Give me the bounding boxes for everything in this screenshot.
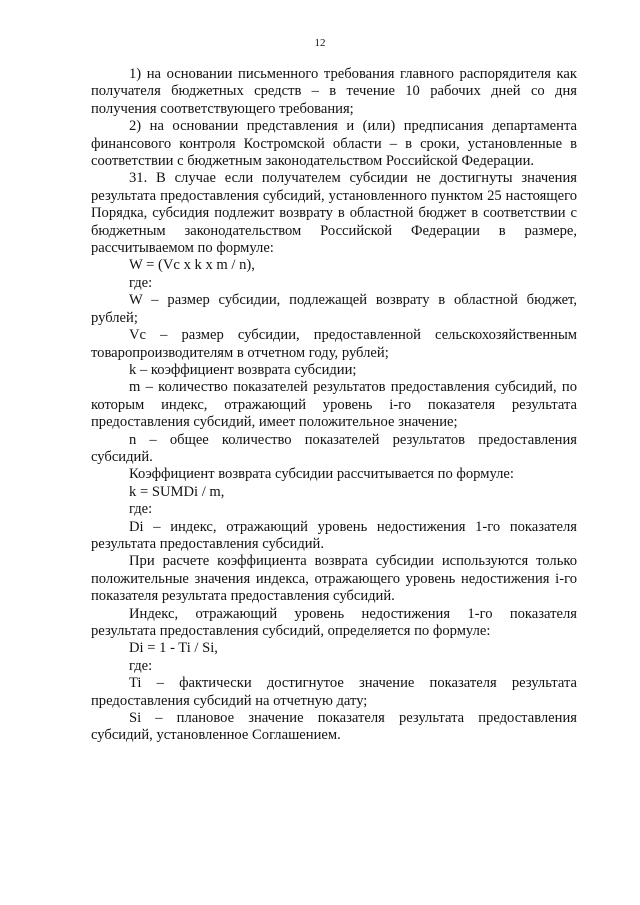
where-label-1: где: xyxy=(129,274,153,291)
paragraph-2: 2) на основании представления и (или) предписания департамента финансового контроля Костромской области – в сроки, установленные в соответствии с бюджетным законодательством Российской Федерации. xyxy=(91,118,577,170)
definition-w: W – размер субсидии, подлежащей возврату в областной бюджет, рублей; xyxy=(91,292,577,326)
definition-vc: Vc – размер субсидии, предоставленной сельскохозяйственным товаропроизводителям в отчетном году, рублей; xyxy=(91,327,577,361)
paragraph-31: 31. В случае если получателем субсидии не достигнуты значения результата предоставления субсидий, установленного пунктом 25 настоящего Порядка, субсидия подлежит возврату в областной бюджет в соответствии с бюджетным законодательством Российской Федерации в размере, рассчитываемом по формуле: xyxy=(91,170,577,257)
where-label-3: где: xyxy=(129,657,153,674)
formula-di: Di = 1 - Ti / Si, xyxy=(129,640,218,657)
formula-w: W = (Vc x k x m / n), xyxy=(129,257,255,274)
paragraph-coefficient: Коэффициент возврата субсидии рассчитывается по формуле: xyxy=(129,466,514,483)
paragraph-index: Индекс, отражающий уровень недостижения 1-го показателя результата предоставления субсидий, определяется по формуле: xyxy=(91,605,577,639)
formula-k: k = SUMDi / m, xyxy=(129,483,225,500)
paragraph-1: 1) на основании письменного требования главного распорядителя как получателя бюджетных средств – в течение 10 рабочих дней со дня получения соответствующего требования; xyxy=(91,66,577,117)
definition-k: k – коэффициент возврата субсидии; xyxy=(129,361,357,378)
paragraph-positive-values: При расчете коэффициента возврата субсидии используются только положительные значения индекса, отражающего уровень недостижения i-го показателя результата предоставления субсидий. xyxy=(91,553,577,605)
definition-m: m – количество показателей результатов предоставления субсидий, по которым индекс, отражающий уровень i-го показателя результата предоставления субсидий, имеет положительное значение; xyxy=(91,379,577,431)
definition-ti: Ti – фактически достигнутое значение показателя результата предоставления субсидий на отчетную дату; xyxy=(91,675,577,709)
body-text xyxy=(91,66,577,745)
definition-di: Di – индекс, отражающий уровень недостижения 1-го показателя результата предоставления субсидий. xyxy=(91,518,577,552)
definition-si: Si – плановое значение показателя результата предоставления субсидий, установленное Соглашением. xyxy=(91,710,577,744)
where-label-2: где: xyxy=(129,501,153,518)
definition-n: n – общее количество показателей результатов предоставления субсидий. xyxy=(91,431,577,465)
page-number: 12 xyxy=(314,37,326,49)
